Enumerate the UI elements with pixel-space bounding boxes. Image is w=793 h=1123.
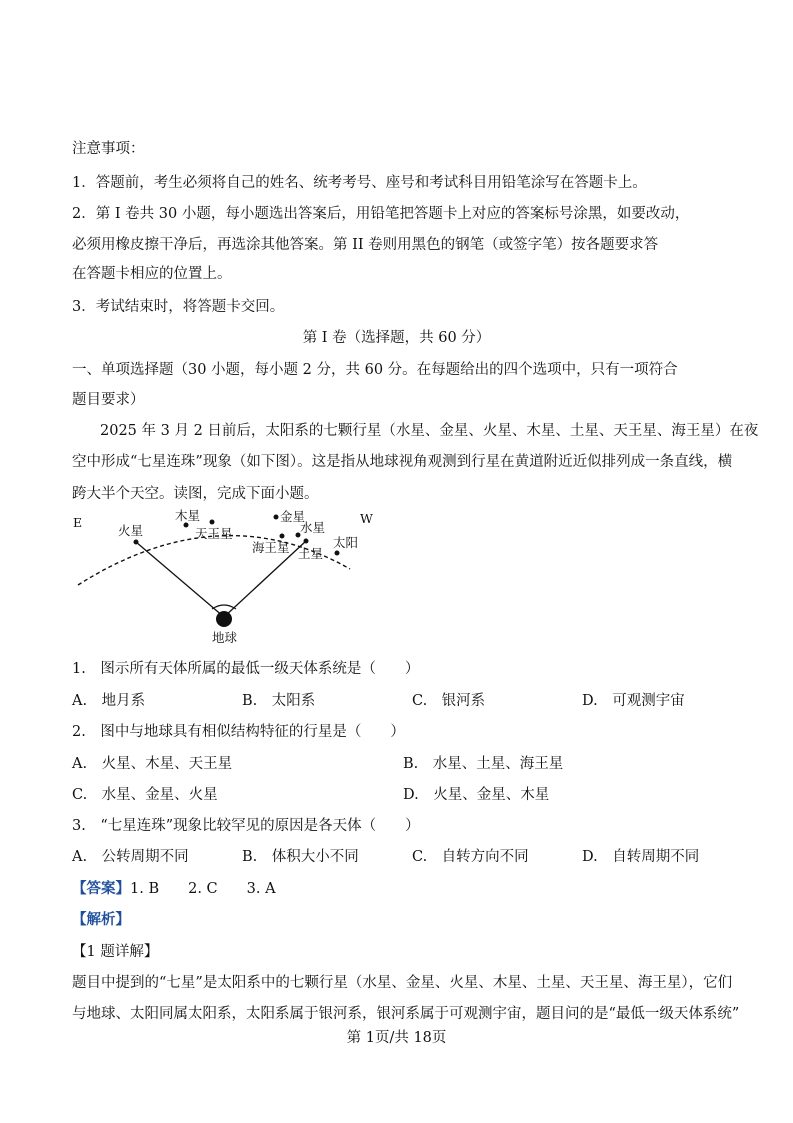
question-3-option-a: A. 公转周期不同 xyxy=(72,849,189,865)
section-instruction-line-2: 题目要求） xyxy=(72,392,145,408)
question-2-option-a: A. 火星、木星、天王星 xyxy=(72,756,233,772)
east-label: E xyxy=(73,515,83,530)
question-2-stem: 2. 图中与地球具有相似结构特征的行星是（ ） xyxy=(72,724,405,740)
saturn-label: 土星 xyxy=(298,546,324,561)
notice-item-2-line-1: 2．第 I 卷共 30 小题，每小题选出答案后，用铅笔把答题卡上对应的答案标号涂黑，如要改动， xyxy=(72,206,690,222)
question-1-option-c: C. 银河系 xyxy=(412,693,486,709)
section-title: 第 I 卷（选择题，共 60 分） xyxy=(302,330,491,346)
question-2-option-b: B. 水星、土星、海王星 xyxy=(403,756,564,772)
question-3-option-d: D. 自转周期不同 xyxy=(582,849,700,865)
analysis-line-1: 题目中提到的“七星”是太阳系中的七颗行星（水星、金星、火星、木星、土星、天王星、海王星），它们 xyxy=(72,975,733,991)
notice-title: 注意事项： xyxy=(72,141,145,157)
analysis-q1-label: 【1 题详解】 xyxy=(72,944,159,960)
sun-dot xyxy=(335,551,340,556)
uranus-label: 天王星 xyxy=(195,526,233,541)
jupiter-dot xyxy=(184,523,189,528)
question-3-stem: 3. “七星连珠”现象比较罕见的原因是各天体（ ） xyxy=(72,818,420,834)
question-1-stem: 1. 图示所有天体所属的最低一级天体系统是（ ） xyxy=(72,661,420,677)
planet-alignment-figure xyxy=(60,505,380,650)
west-label: W xyxy=(360,511,373,526)
answer-label: 【答案】 xyxy=(72,880,130,897)
analysis-label: 【解析】 xyxy=(72,911,130,928)
passage-line-2: 空中形成“七星连珠”现象（如下图）。这是指从地球视角观测到行星在黄道附近近似排列成一条直线，横 xyxy=(72,454,733,470)
notice-item-2-line-2: 必须用橡皮擦干净后，再选涂其他答案。第 II 卷则用黑色的钢笔（或签字笔）按各题要求答 xyxy=(72,237,659,253)
earth-dot xyxy=(216,611,232,627)
mars-dot xyxy=(134,540,139,545)
passage-line-3: 跨大半个天空。读图，完成下面小题。 xyxy=(72,486,319,502)
question-3-option-c: C. 自转方向不同 xyxy=(412,849,529,865)
neptune-label: 海王星 xyxy=(252,540,290,555)
earth-label: 地球 xyxy=(212,630,238,645)
page-number: 第 1页/共 18页 xyxy=(346,1030,447,1046)
notice-item-1: 1．答题前，考生必须将自己的姓名、统考考号、座号和考试科目用铅笔涂写在答题卡上。 xyxy=(72,175,647,191)
uranus-dot xyxy=(210,520,215,525)
neptune-dot xyxy=(280,534,285,539)
question-3-option-b: B. 体积大小不同 xyxy=(242,849,359,865)
question-1-option-d: D. 可观测宇宙 xyxy=(582,693,685,709)
question-2-option-c: C. 水星、金星、火星 xyxy=(72,787,218,803)
venus-label: 金星 xyxy=(280,509,306,524)
passage-line-1: 2025 年 3 月 2 日前后，太阳系的七颗行星（水星、金星、火星、木星、土星、天王星、海王星）在夜 xyxy=(100,423,759,439)
notice-item-3: 3．考试结束时，将答题卡交回。 xyxy=(72,299,285,315)
section-instruction-line-1: 一、单项选择题（30 小题，每小题 2 分，共 60 分。在每题给出的四个选项中，只有一项符合 xyxy=(72,362,678,378)
sun-label: 太阳 xyxy=(333,535,359,550)
mars-label: 火星 xyxy=(118,523,144,538)
answer-block xyxy=(72,877,276,898)
answer-text: 1. B 2. C 3. A xyxy=(130,881,276,897)
analysis-line-2: 与地球、太阳同属太阳系，太阳系属于银河系，银河系属于可观测宇宙，题目问的是“最低一级天体系统” xyxy=(72,1006,740,1022)
question-1-option-b: B. 太阳系 xyxy=(242,693,316,709)
saturn-dot xyxy=(304,539,309,544)
mercury-label: 水星 xyxy=(300,520,326,535)
venus-dot xyxy=(274,515,279,520)
sightline-left xyxy=(136,542,224,617)
question-1-option-a: A. 地月系 xyxy=(72,693,146,709)
notice-item-2-line-3: 在答题卡相应的位置上。 xyxy=(72,266,232,282)
jupiter-label: 木星 xyxy=(175,508,201,523)
question-2-option-d: D. 火星、金星、木星 xyxy=(403,787,550,803)
